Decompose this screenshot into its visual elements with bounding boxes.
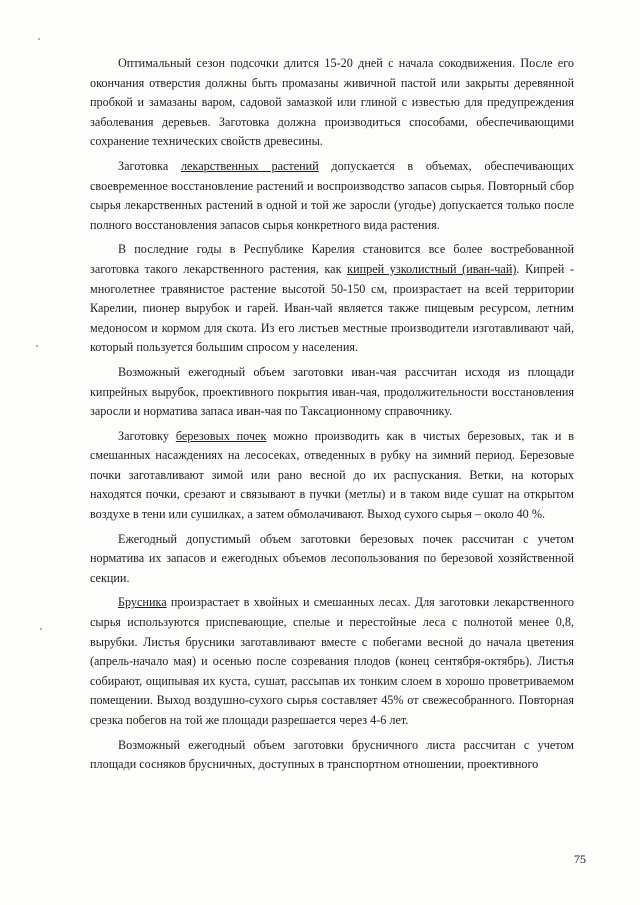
paragraph-text: . Кипрей - многолетнее травянистое растение высотой 50-150 см, произрастает на всей территории Карелии, пионер вырубок и гарей. Иван-чай является также пищевым ресурсом, летним медоносом и кормом для скота. Из его листьев местные производители изготавливают чай, который пользуется большим спросом у населения. [90,261,574,355]
paragraph [90,157,574,235]
paragraph [90,240,574,358]
paragraph-text: Возможный ежегодный объем заготовки иван-чая рассчитан исходя из площади кипрейных вырубок, проективного покрытия иван-чая, продолжительности восстановления заросли и норматива запаса иван-чая по Таксационному справочнику. [90,364,574,419]
paragraph [90,530,574,589]
paragraph [90,427,574,525]
paragraph-text: можно производить как в чистых березовых, так и в смешанных насаждениях на лесосеках, отведенных в рубку на зимний период. Березовые почки заготавливают зимой или рано весной до их распускания. Ветки, на которых находятся почки, срезают и связывают в пучки (метлы) и в таком виде сушат на открытом воздухе в тени или сушилках, а затем обмолачивают. Выход сухого сырья – около 40 %. [90,428,574,522]
paragraph-text: Заготовка [118,158,181,173]
scan-speck [40,628,42,630]
underlined-term: кипрей узколистный (иван-чай) [347,261,517,276]
paragraph-text: Оптимальный сезон подсочки длится 15-20 дней с начала сокодвижения. После его окончания отверстия должны быть промазаны живичной пастой или закрыты деревянной пробкой и замазаны варом, садовой замазкой или глиной с известью для предупреждения заболевания деревьев. Заготовка должна производиться способами, обеспечивающими сохранение технических свойств древесины. [90,56,574,149]
underlined-term: Брусника [118,595,167,610]
underlined-term: лекарственных растений [180,158,319,173]
paragraph-text: допускается в объемах, обеспечивающих своевременное восстановление растений и воспроизводство запасов сырья. Повторный сбор сырья лекарственных растений в одной и той же заросли (угодье) допускается только после полного восстановления запасов сырья конкретного вида растения. [90,158,574,232]
scan-speck [36,345,38,347]
paragraph-text: Ежегодный допустимый объем заготовки березовых почек рассчитан с учетом норматива их запасов и ежегодных объемов лесопользования по березовой хозяйственной секции. [90,531,574,585]
paragraph-text: произрастает в хвойных и смешанных лесах. Для заготовки лекарственного сырья используются приспевающие, спелые и перестойные леса с полнотой менее 0,8, вырубки. Листья брусники заготавливают вместе с побегами весной до начала цветения (апрель-начало мая) и осенью после созревания плодов (конец сентября-октябрь). Листья собирают, ощипывая их куста, сушат, рассыпав их тонким слоем в хорошо проветриваемом помещении. Выход воздушно-сухого сырья составляет 45% от свежесобранного. Повторная срезка побегов на той же площади разрешается через 4-6 лет. [90,595,574,727]
page-number: 75 [574,852,586,866]
scan-speck [38,38,40,40]
paragraph-text: В последние годы в Республике Карелия становится все более востребованной заготовка такого лекарственного растения, как [90,242,574,276]
paragraph-text: Заготовку [118,428,176,443]
paragraph [90,363,574,422]
body-text [90,54,574,780]
paragraph-text: Возможный ежегодный объем заготовки брусничного листа рассчитан с учетом площади сосняков брусничных, доступных в транспортном отношении, проективного [90,737,574,772]
underlined-term: березовых почек [175,428,267,443]
paragraph [90,736,574,775]
paragraph [90,54,574,152]
paragraph [90,593,574,730]
